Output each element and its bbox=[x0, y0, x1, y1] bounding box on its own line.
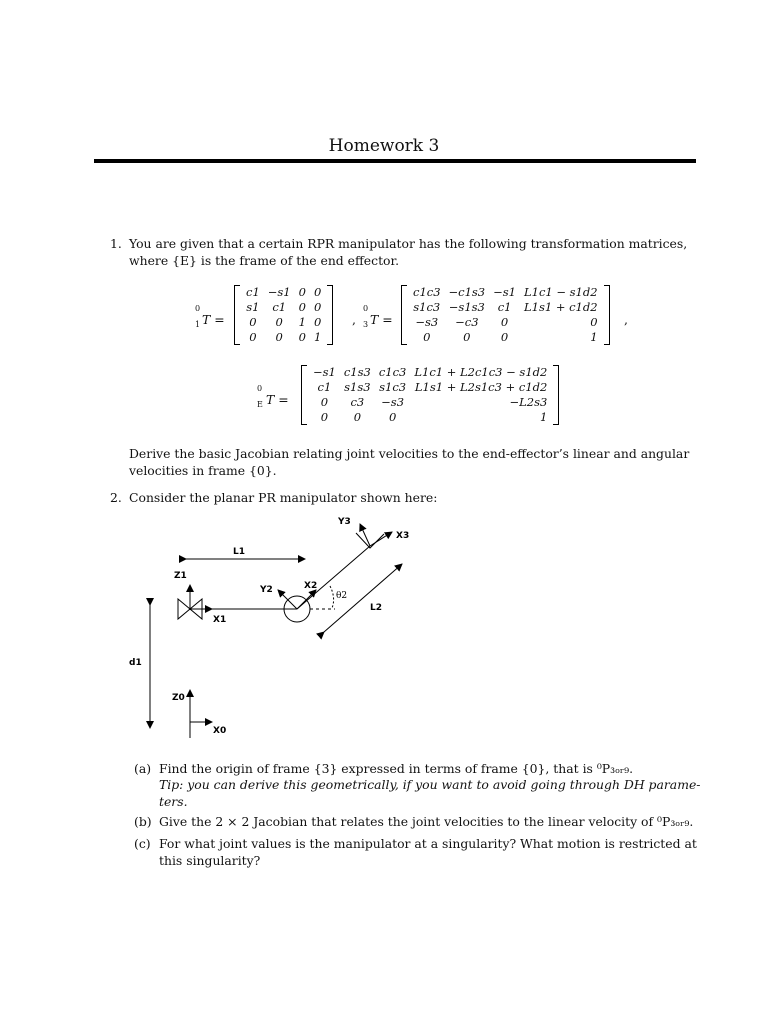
part-b-text: Give the 2 × 2 Jacobian that relates the joint velocities to the linear velocity of ⁰P₃ₒᵣ₉. bbox=[159, 814, 694, 829]
part-a-tip-line2: ters. bbox=[159, 794, 188, 809]
matrix-t0e-row bbox=[309, 380, 551, 395]
q1-text-line2: where {E} is the frame of the end effector. bbox=[129, 253, 400, 268]
part-a-label: (a) bbox=[134, 761, 152, 776]
page-title: Homework 3 bbox=[328, 136, 440, 156]
matrix-t01-row bbox=[242, 315, 325, 330]
matrix-t0e-cell: c1c3 bbox=[378, 365, 407, 379]
matrix-t01-cell: 0 bbox=[298, 285, 306, 299]
matrix-t01-cell: 0 bbox=[313, 315, 322, 329]
q1-text-line1: You are given that a certain RPR manipulator has the following transformation matrices, bbox=[129, 236, 688, 251]
matrix-t0e-cell: 0 bbox=[388, 410, 397, 424]
label-z1: Z1 bbox=[174, 571, 187, 581]
t0e-label: 0 E T = bbox=[257, 384, 289, 409]
matrix-t0e-cell: c1s3 bbox=[343, 365, 371, 379]
matrix-t01-cell: 1 bbox=[313, 330, 322, 344]
matrix-t01 bbox=[234, 285, 333, 348]
matrix-t03-cell: c1 bbox=[497, 300, 512, 314]
matrix-t01-cell: 0 bbox=[313, 285, 322, 299]
matrix-t03-cell: 0 bbox=[463, 330, 471, 344]
matrix-t03-cell: −s1s3 bbox=[448, 300, 485, 314]
comma-1: , bbox=[352, 312, 356, 327]
matrix-t01-row bbox=[242, 300, 325, 315]
part-a-tip-line1: Tip: you can derive this geometrically, if you want to avoid going through DH parame- bbox=[159, 777, 701, 792]
matrix-t03-row bbox=[409, 285, 602, 300]
link-l2 bbox=[297, 546, 370, 609]
label-y2: Y2 bbox=[260, 585, 273, 595]
matrix-t03 bbox=[401, 285, 610, 348]
part-c-text-line1: For what joint values is the manipulator at a singularity? What motion is restricted at bbox=[159, 836, 697, 851]
matrix-t03-row bbox=[409, 315, 602, 330]
matrix-t0e-cell: 0 bbox=[353, 410, 362, 424]
matrix-t01-cell: −s1 bbox=[267, 285, 291, 299]
q2-intro: Consider the planar PR manipulator shown here: bbox=[129, 490, 438, 505]
matrix-t01-cell: c1 bbox=[272, 300, 287, 314]
theta2-arc bbox=[330, 586, 334, 608]
matrix-t01-cell: s1 bbox=[246, 300, 260, 314]
label-x0: X0 bbox=[213, 726, 227, 736]
matrix-t03-cell: s1c3 bbox=[413, 300, 441, 314]
matrix-t03-cell: 1 bbox=[590, 330, 598, 344]
matrix-t03-cell: −s1 bbox=[493, 285, 516, 299]
t01-label: 0 1 T = bbox=[195, 304, 225, 329]
part-c-label: (c) bbox=[134, 836, 151, 851]
label-z0: Z0 bbox=[172, 693, 185, 703]
matrix-t0e bbox=[301, 365, 559, 428]
matrix-t01-cell: 0 bbox=[313, 300, 322, 314]
matrix-t03-cell: −s3 bbox=[415, 315, 439, 329]
matrix-t0e-cell: 0 bbox=[320, 410, 329, 424]
matrix-t0e-cell: −s3 bbox=[381, 395, 405, 409]
matrix-t03-row bbox=[409, 300, 602, 315]
matrix-t0e-cell: 0 bbox=[320, 395, 329, 409]
matrix-t0e-cell: −L2s3 bbox=[509, 395, 548, 409]
matrix-t0e-cell: −s1 bbox=[313, 365, 336, 379]
title-rule bbox=[94, 159, 696, 163]
label-y3: Y3 bbox=[338, 517, 351, 527]
matrix-t01-cell: 0 bbox=[275, 315, 283, 329]
matrix-t01-cell: 0 bbox=[249, 330, 257, 344]
matrix-t01-cell: 0 bbox=[249, 315, 257, 329]
q2-number: 2. bbox=[110, 490, 122, 505]
manipulator-figure bbox=[120, 510, 430, 740]
label-l2: L2 bbox=[370, 603, 382, 613]
matrix-t03-cell: −c3 bbox=[455, 315, 479, 329]
label-d1: d1 bbox=[129, 658, 142, 668]
matrix-t03-cell: −c1s3 bbox=[448, 285, 486, 299]
matrix-t0e-cell: c1 bbox=[317, 380, 332, 394]
matrix-t0e-cell: L1c1 + L2c1c3 − s1d2 bbox=[414, 365, 548, 379]
label-x2: X2 bbox=[304, 581, 318, 591]
y2-axis bbox=[278, 590, 297, 609]
matrix-t0e-row bbox=[309, 395, 551, 410]
part-b-label: (b) bbox=[134, 814, 152, 829]
matrix-t01-cell: 1 bbox=[298, 315, 306, 329]
matrix-t03-cell: c1c3 bbox=[413, 285, 441, 299]
matrix-t0e-cell: c3 bbox=[350, 395, 365, 409]
matrix-t03-cell: L1s1 + c1d2 bbox=[524, 300, 598, 314]
matrix-t01-cell: 0 bbox=[298, 300, 306, 314]
matrix-t01-cell: 0 bbox=[275, 330, 283, 344]
label-l1: L1 bbox=[233, 547, 245, 557]
label-theta2: θ2 bbox=[336, 591, 348, 601]
matrix-t0e-cell: s1c3 bbox=[379, 380, 407, 394]
matrix-t0e-cell: s1s3 bbox=[344, 380, 371, 394]
matrix-t03-row bbox=[409, 330, 602, 345]
x3-axis bbox=[370, 532, 392, 546]
matrix-t01-cell: c1 bbox=[246, 285, 260, 299]
matrix-t01-cell: 0 bbox=[298, 330, 306, 344]
matrix-t0e-row bbox=[309, 410, 551, 425]
matrix-t0e-row bbox=[309, 365, 551, 380]
matrix-t03-cell: 0 bbox=[500, 315, 509, 329]
q1-derive-line1: Derive the basic Jacobian relating joint velocities to the end-effector’s linear and angular bbox=[129, 446, 690, 461]
q1-number: 1. bbox=[110, 236, 122, 251]
matrix-t01-row bbox=[242, 330, 325, 345]
matrix-t0e-cell: 1 bbox=[540, 410, 548, 424]
matrix-t0e-cell: L1s1 + L2s1c3 + c1d2 bbox=[414, 380, 548, 394]
part-a-text: Find the origin of frame {3} expressed in terms of frame {0}, that is ⁰P₃ₒᵣ₉. bbox=[159, 761, 634, 776]
matrix-t03-cell: 0 bbox=[423, 330, 431, 344]
label-x1: X1 bbox=[213, 615, 227, 625]
matrix-t01-row bbox=[242, 285, 325, 300]
label-x3: X3 bbox=[396, 531, 410, 541]
q1-derive-line2: velocities in frame {0}. bbox=[129, 463, 277, 478]
t03-label: 0 3 T = bbox=[363, 304, 393, 329]
comma-2: , bbox=[624, 312, 628, 327]
part-c-text-line2: this singularity? bbox=[159, 853, 261, 868]
matrix-t03-cell: 0 bbox=[590, 315, 598, 329]
matrix-t03-cell: 0 bbox=[500, 330, 509, 344]
matrix-t03-cell: L1c1 − s1d2 bbox=[524, 285, 598, 299]
